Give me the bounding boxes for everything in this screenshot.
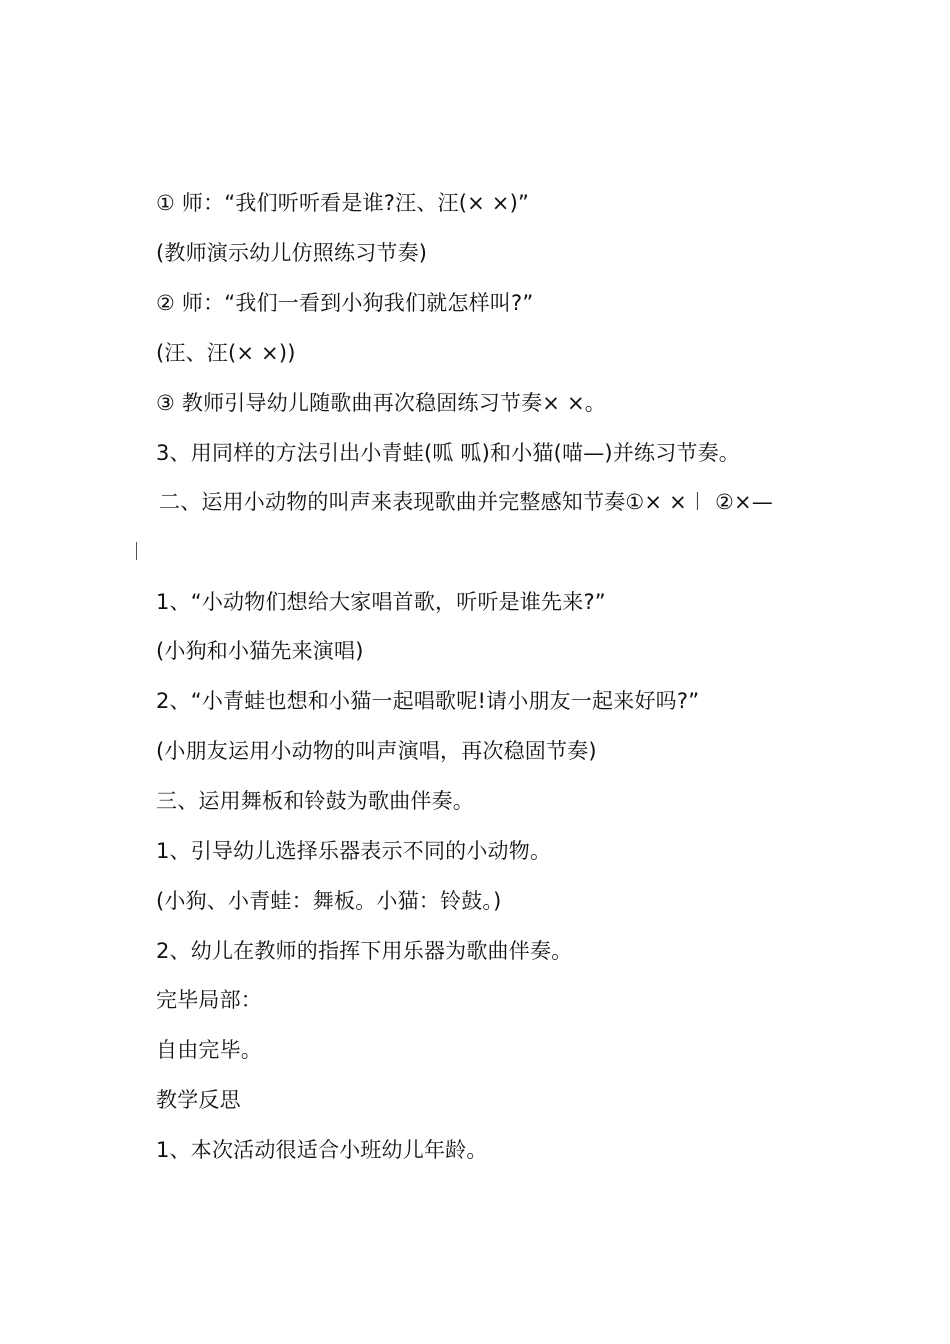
text-line: (汪、汪(× ×)) [156, 341, 296, 365]
text-line: ① 师：“我们听听看是谁?汪、汪(× ×)” [156, 191, 530, 215]
section-heading: 教学反思 [156, 1088, 241, 1112]
text-line: (小狗和小猫先来演唱) [156, 639, 364, 663]
text-line: 自由完毕。 [156, 1038, 262, 1062]
text-line: (小朋友运用小动物的叫声演唱，再次稳固节奏) [156, 739, 597, 763]
section-heading: 三、运用舞板和铃鼓为歌曲伴奏。 [156, 789, 474, 813]
section-heading: 二、运用小动物的叫声来表现歌曲并完整感知节奏①× ×︱ ②×— [159, 490, 773, 514]
text-line: 2、“小青蛙也想和小猫一起唱歌呢!请小朋友一起来好吗?” [156, 689, 700, 713]
text-line: 1、本次活动很适合小班幼儿年龄。 [156, 1138, 488, 1162]
text-line: 2、幼儿在教师的指挥下用乐器为歌曲伴奏。 [156, 939, 573, 963]
text-line: ② 师：“我们一看到小狗我们就怎样叫?” [156, 291, 534, 315]
text-line: (教师演示幼儿仿照练习节奏) [156, 241, 428, 265]
text-cursor-mark [136, 542, 137, 560]
section-heading: 完毕局部： [156, 988, 262, 1012]
text-line: (小狗、小青蛙：舞板。小猫：铃鼓。) [156, 889, 502, 913]
text-line: ③ 教师引导幼儿随歌曲再次稳固练习节奏× ×。 [156, 391, 606, 415]
text-line: 1、引导幼儿选择乐器表示不同的小动物。 [156, 839, 552, 863]
text-line: 1、“小动物们想给大家唱首歌，听听是谁先来?” [156, 590, 606, 614]
text-line: 3、用同样的方法引出小青蛙(呱 呱)和小猫(喵—)并练习节奏。 [156, 441, 741, 465]
